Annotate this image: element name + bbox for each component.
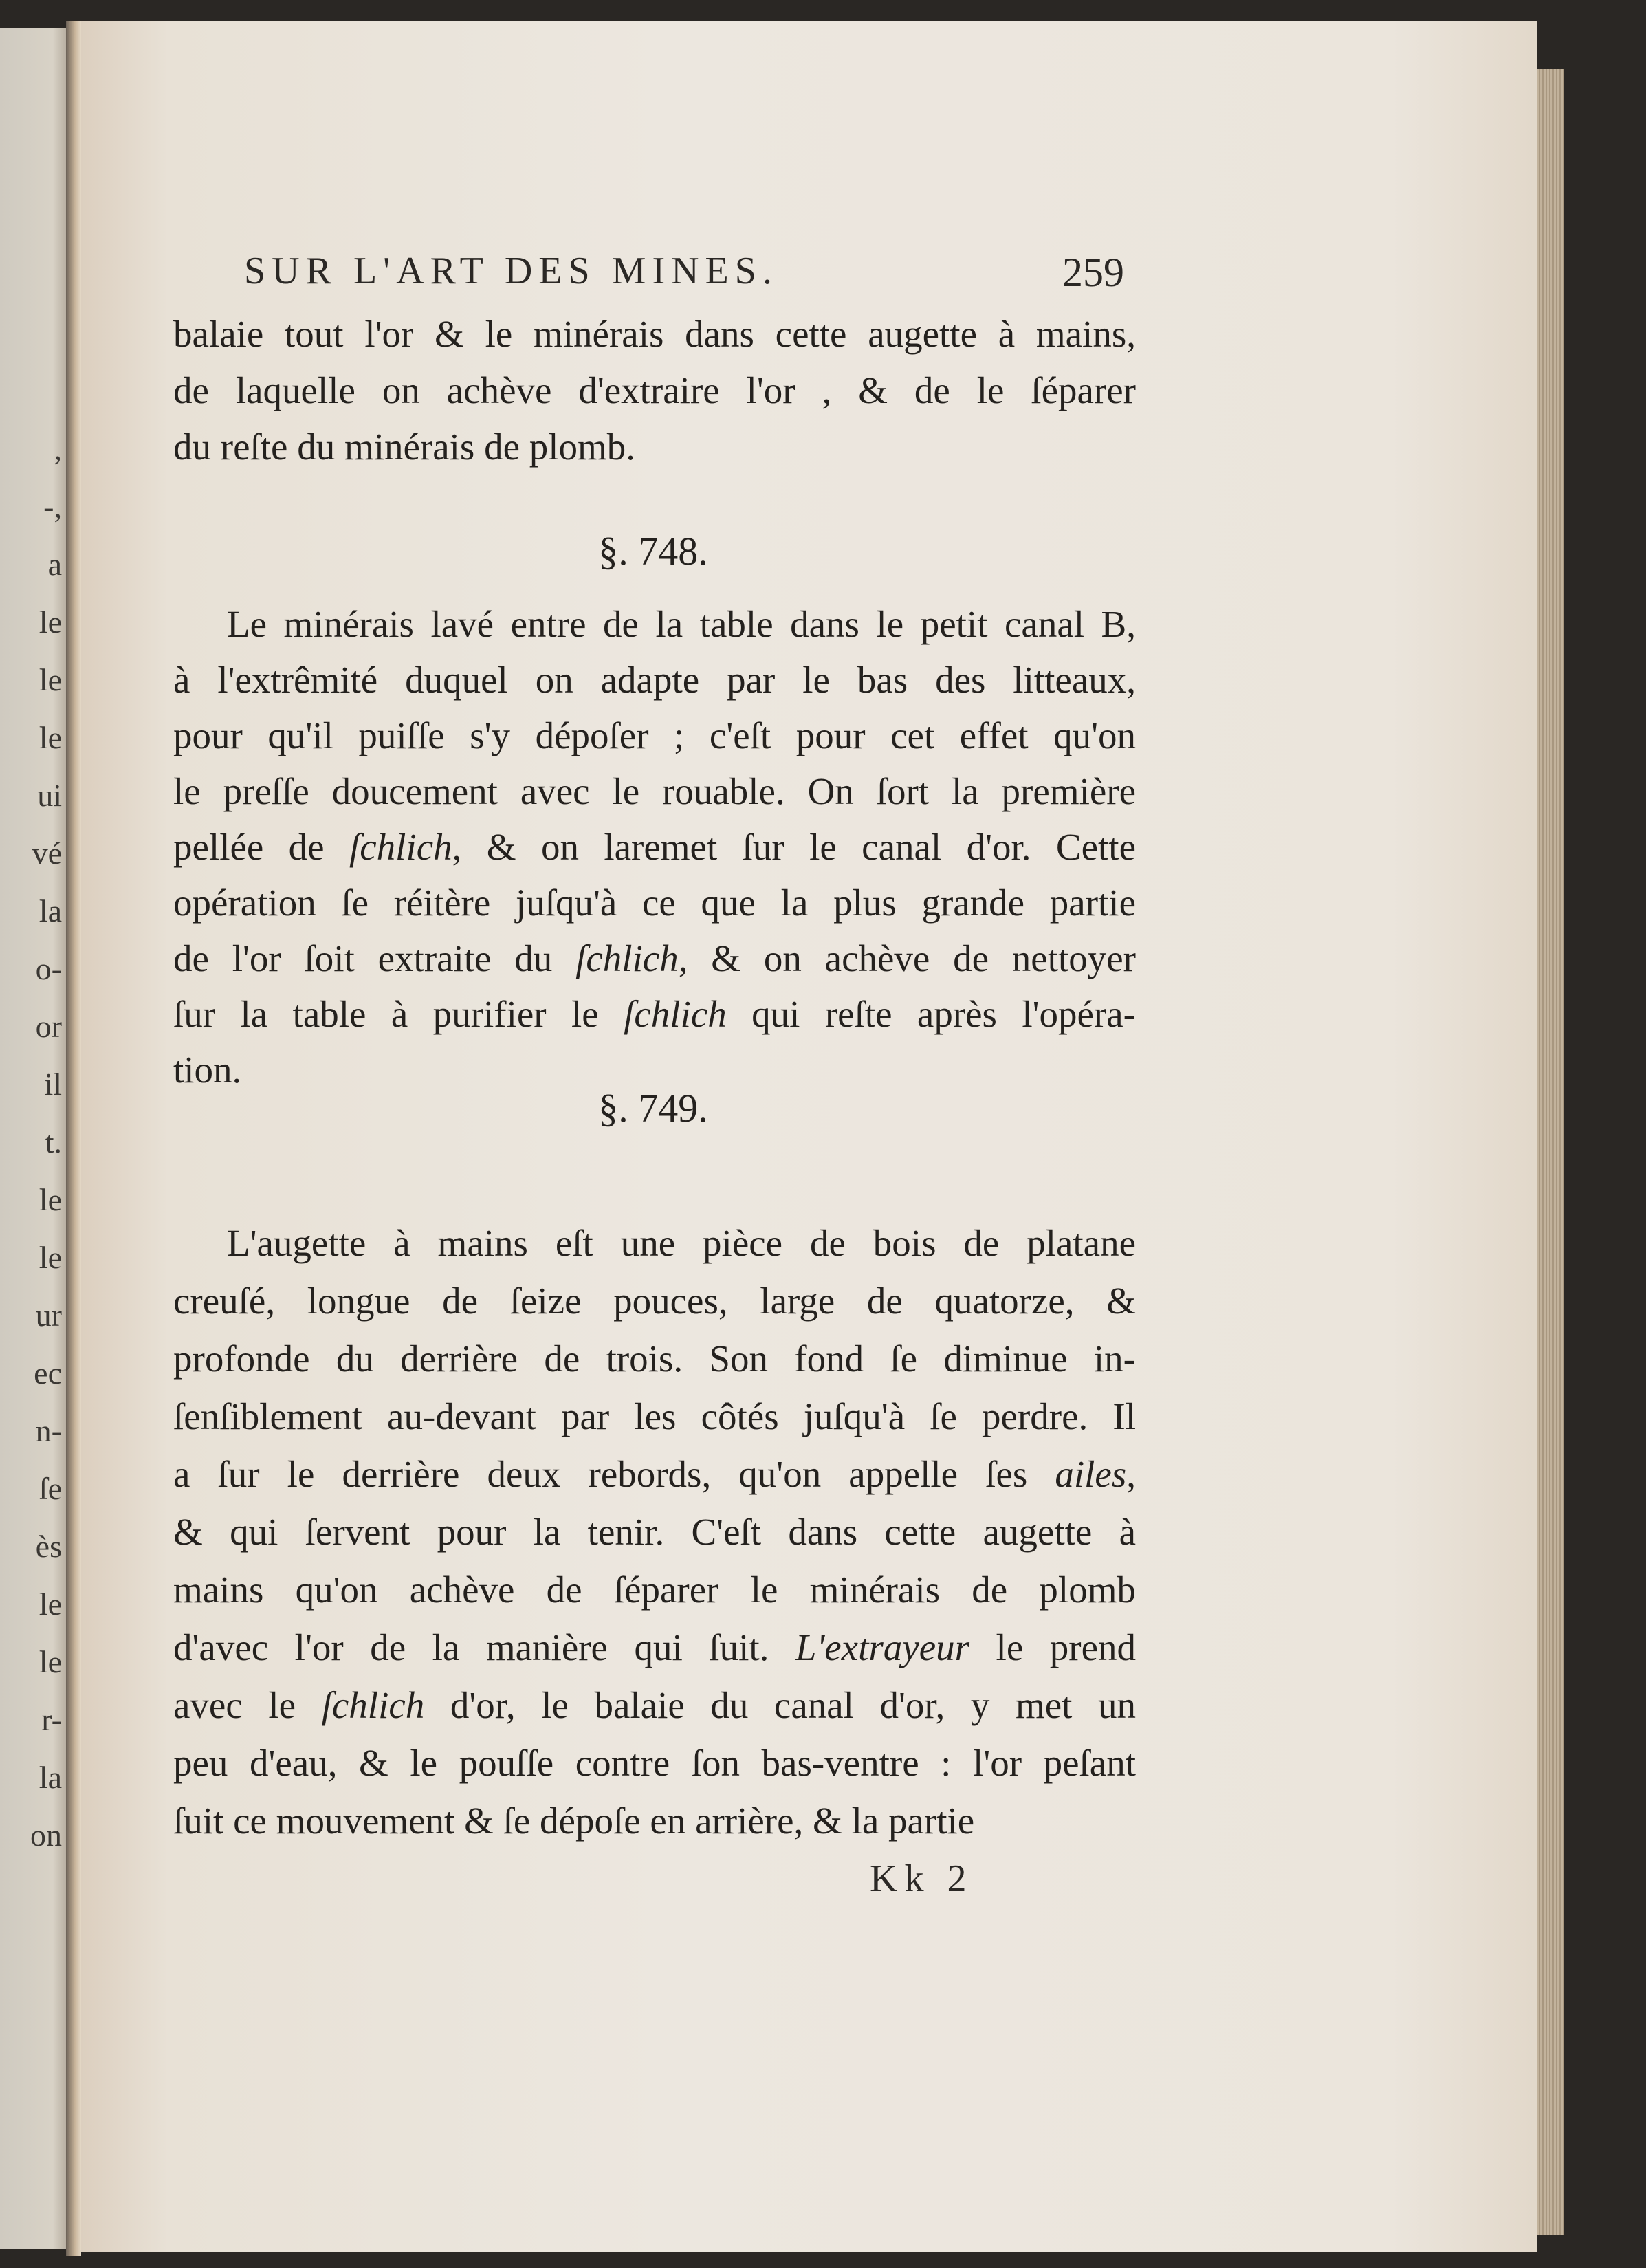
- text-run: profonde du derrière de trois. Son fond ſe diminue in-: [173, 1338, 1136, 1380]
- margin-fragment: le: [39, 1644, 62, 1679]
- text-run: creuſé, longue de ſeize pouces, large de quatorze, &: [173, 1280, 1136, 1322]
- text-run: , & on achève de nettoyer: [678, 937, 1136, 979]
- margin-fragment: ,: [54, 431, 62, 466]
- italic-term: ſchlich: [321, 1684, 425, 1726]
- text-run: mains qu'on achève de ſéparer le minérais de plomb: [173, 1569, 1136, 1611]
- text-run: du reſte du minérais de plomb.: [173, 426, 636, 468]
- text-run: ſuit ce mouvement & ſe dépoſe en arrière, & la partie: [173, 1800, 975, 1842]
- text-run: opération ſe réitère juſqu'à ce que la plus grande partie: [173, 882, 1136, 924]
- paragraph-749-line: [173, 1686, 1136, 1724]
- text-run: ſenſiblement au-devant par les côtés juſqu'à ſe perdre. Il: [173, 1395, 1136, 1437]
- text-run: pellée de: [173, 826, 349, 868]
- margin-fragment: il: [44, 1067, 62, 1102]
- margin-fragment: le: [39, 662, 62, 697]
- margin-fragment: o-: [35, 951, 62, 986]
- paragraph-748-line: [227, 605, 1136, 643]
- text-run: avec le: [173, 1684, 322, 1726]
- margin-fragment: r-: [41, 1702, 62, 1737]
- paragraph-749-line: [173, 1513, 1136, 1551]
- text-run: balaie tout l'or & le minérais dans cette augette à mains,: [173, 313, 1136, 355]
- section-heading-748: §. 748.: [598, 529, 708, 574]
- text-run: le prend: [969, 1626, 1136, 1668]
- running-head: SUR L'ART DES MINES.: [244, 250, 778, 292]
- margin-fragment: ui: [37, 778, 62, 813]
- section-heading-749: §. 749.: [598, 1086, 708, 1131]
- text-run: qui reſte après l'opéra-: [726, 993, 1136, 1035]
- paragraph-748-line: [173, 717, 1136, 754]
- italic-term: L'extrayeur: [795, 1626, 970, 1668]
- text-run: pour qu'il puiſſe s'y dépoſer ; c'eſt pour cet effet qu'on: [173, 715, 1136, 756]
- paragraph-748-line: [173, 772, 1136, 810]
- text-run: a ſur le derrière deux rebords, qu'on appelle ſes: [173, 1453, 1055, 1495]
- text-run: à l'extrêmité duquel on adapte par le bas des litteaux,: [173, 659, 1136, 701]
- paragraph-748-line: [173, 995, 1136, 1033]
- margin-fragment: ſe: [39, 1471, 62, 1506]
- margin-fragment: t.: [45, 1124, 62, 1159]
- paragraph-749-line: [227, 1224, 1136, 1262]
- margin-fragment: ec: [34, 1355, 62, 1391]
- paragraph-748-line: [173, 939, 1136, 977]
- margin-fragment: ès: [35, 1529, 62, 1564]
- text-run: de l'or ſoit extraite du: [173, 937, 576, 979]
- continuation-line: [173, 315, 1136, 353]
- text-run: d'or, le balaie du canal d'or, y met un: [424, 1684, 1136, 1726]
- continuation-line: [173, 371, 1136, 409]
- italic-term: ſchlich: [349, 826, 452, 868]
- paragraph-749-line: [173, 1455, 1136, 1493]
- paragraph-749-line: [173, 1744, 1136, 1782]
- margin-fragment: or: [35, 1009, 62, 1044]
- page-number: 259: [1062, 250, 1124, 295]
- margin-fragment: a: [47, 547, 62, 582]
- margin-fragment: on: [30, 1818, 62, 1853]
- paragraph-748-line: [173, 828, 1136, 866]
- text-run: d'avec l'or de la manière qui ſuit.: [173, 1626, 795, 1668]
- paragraph-749-line: [173, 1282, 1136, 1320]
- facing-page-text-fragments: [0, 0, 66, 2268]
- margin-fragment: le: [39, 1586, 62, 1622]
- text-run: ſur la table à purifier le: [173, 993, 624, 1035]
- text-run: Le minérais lavé entre de la table dans le petit canal B,: [227, 603, 1136, 645]
- paragraph-749-line: [173, 1338, 1136, 1380]
- paragraph-749-line: [173, 1397, 1136, 1435]
- text-run: de laquelle on achève d'extraire l'or , & de le ſéparer: [173, 369, 1136, 411]
- text-run: le preſſe doucement avec le rouable. On ſort la première: [173, 770, 1136, 812]
- margin-fragment: n-: [35, 1413, 62, 1448]
- margin-fragment: le: [39, 1182, 62, 1217]
- paragraph-749-line: [173, 1802, 1136, 1840]
- paragraph-748-line: [173, 661, 1136, 699]
- text-run: & qui ſervent pour la tenir. C'eſt dans cette augette à: [173, 1511, 1136, 1553]
- text-run: tion.: [173, 1049, 242, 1091]
- italic-term: ſchlich: [575, 937, 679, 979]
- margin-fragment: le: [39, 1240, 62, 1275]
- margin-fragment: la: [39, 1760, 62, 1795]
- paragraph-748-line: [173, 1051, 1136, 1089]
- margin-fragment: la: [39, 893, 62, 928]
- margin-fragment: ur: [35, 1298, 62, 1333]
- margin-fragment: le: [39, 604, 62, 640]
- margin-fragment: vé: [32, 836, 62, 871]
- italic-term: ſchlich: [624, 993, 727, 1035]
- text-run: L'augette à mains eſt une pièce de bois de platane: [227, 1222, 1136, 1264]
- paragraph-749-line: [173, 1571, 1136, 1609]
- italic-term: ailes: [1055, 1453, 1127, 1495]
- margin-fragment: -,: [43, 489, 62, 524]
- signature-mark: Kk 2: [870, 1857, 974, 1900]
- paragraph-749-line: [173, 1628, 1136, 1666]
- paragraph-748-line: [173, 884, 1136, 922]
- text-run: , & on laremet ſur le canal d'or. Cette: [452, 826, 1136, 868]
- text-run: peu d'eau, & le pouſſe contre ſon bas-ventre : l'or peſant: [173, 1742, 1136, 1784]
- text-run: ,: [1126, 1453, 1136, 1495]
- margin-fragment: le: [39, 720, 62, 755]
- continuation-line: [173, 428, 1136, 466]
